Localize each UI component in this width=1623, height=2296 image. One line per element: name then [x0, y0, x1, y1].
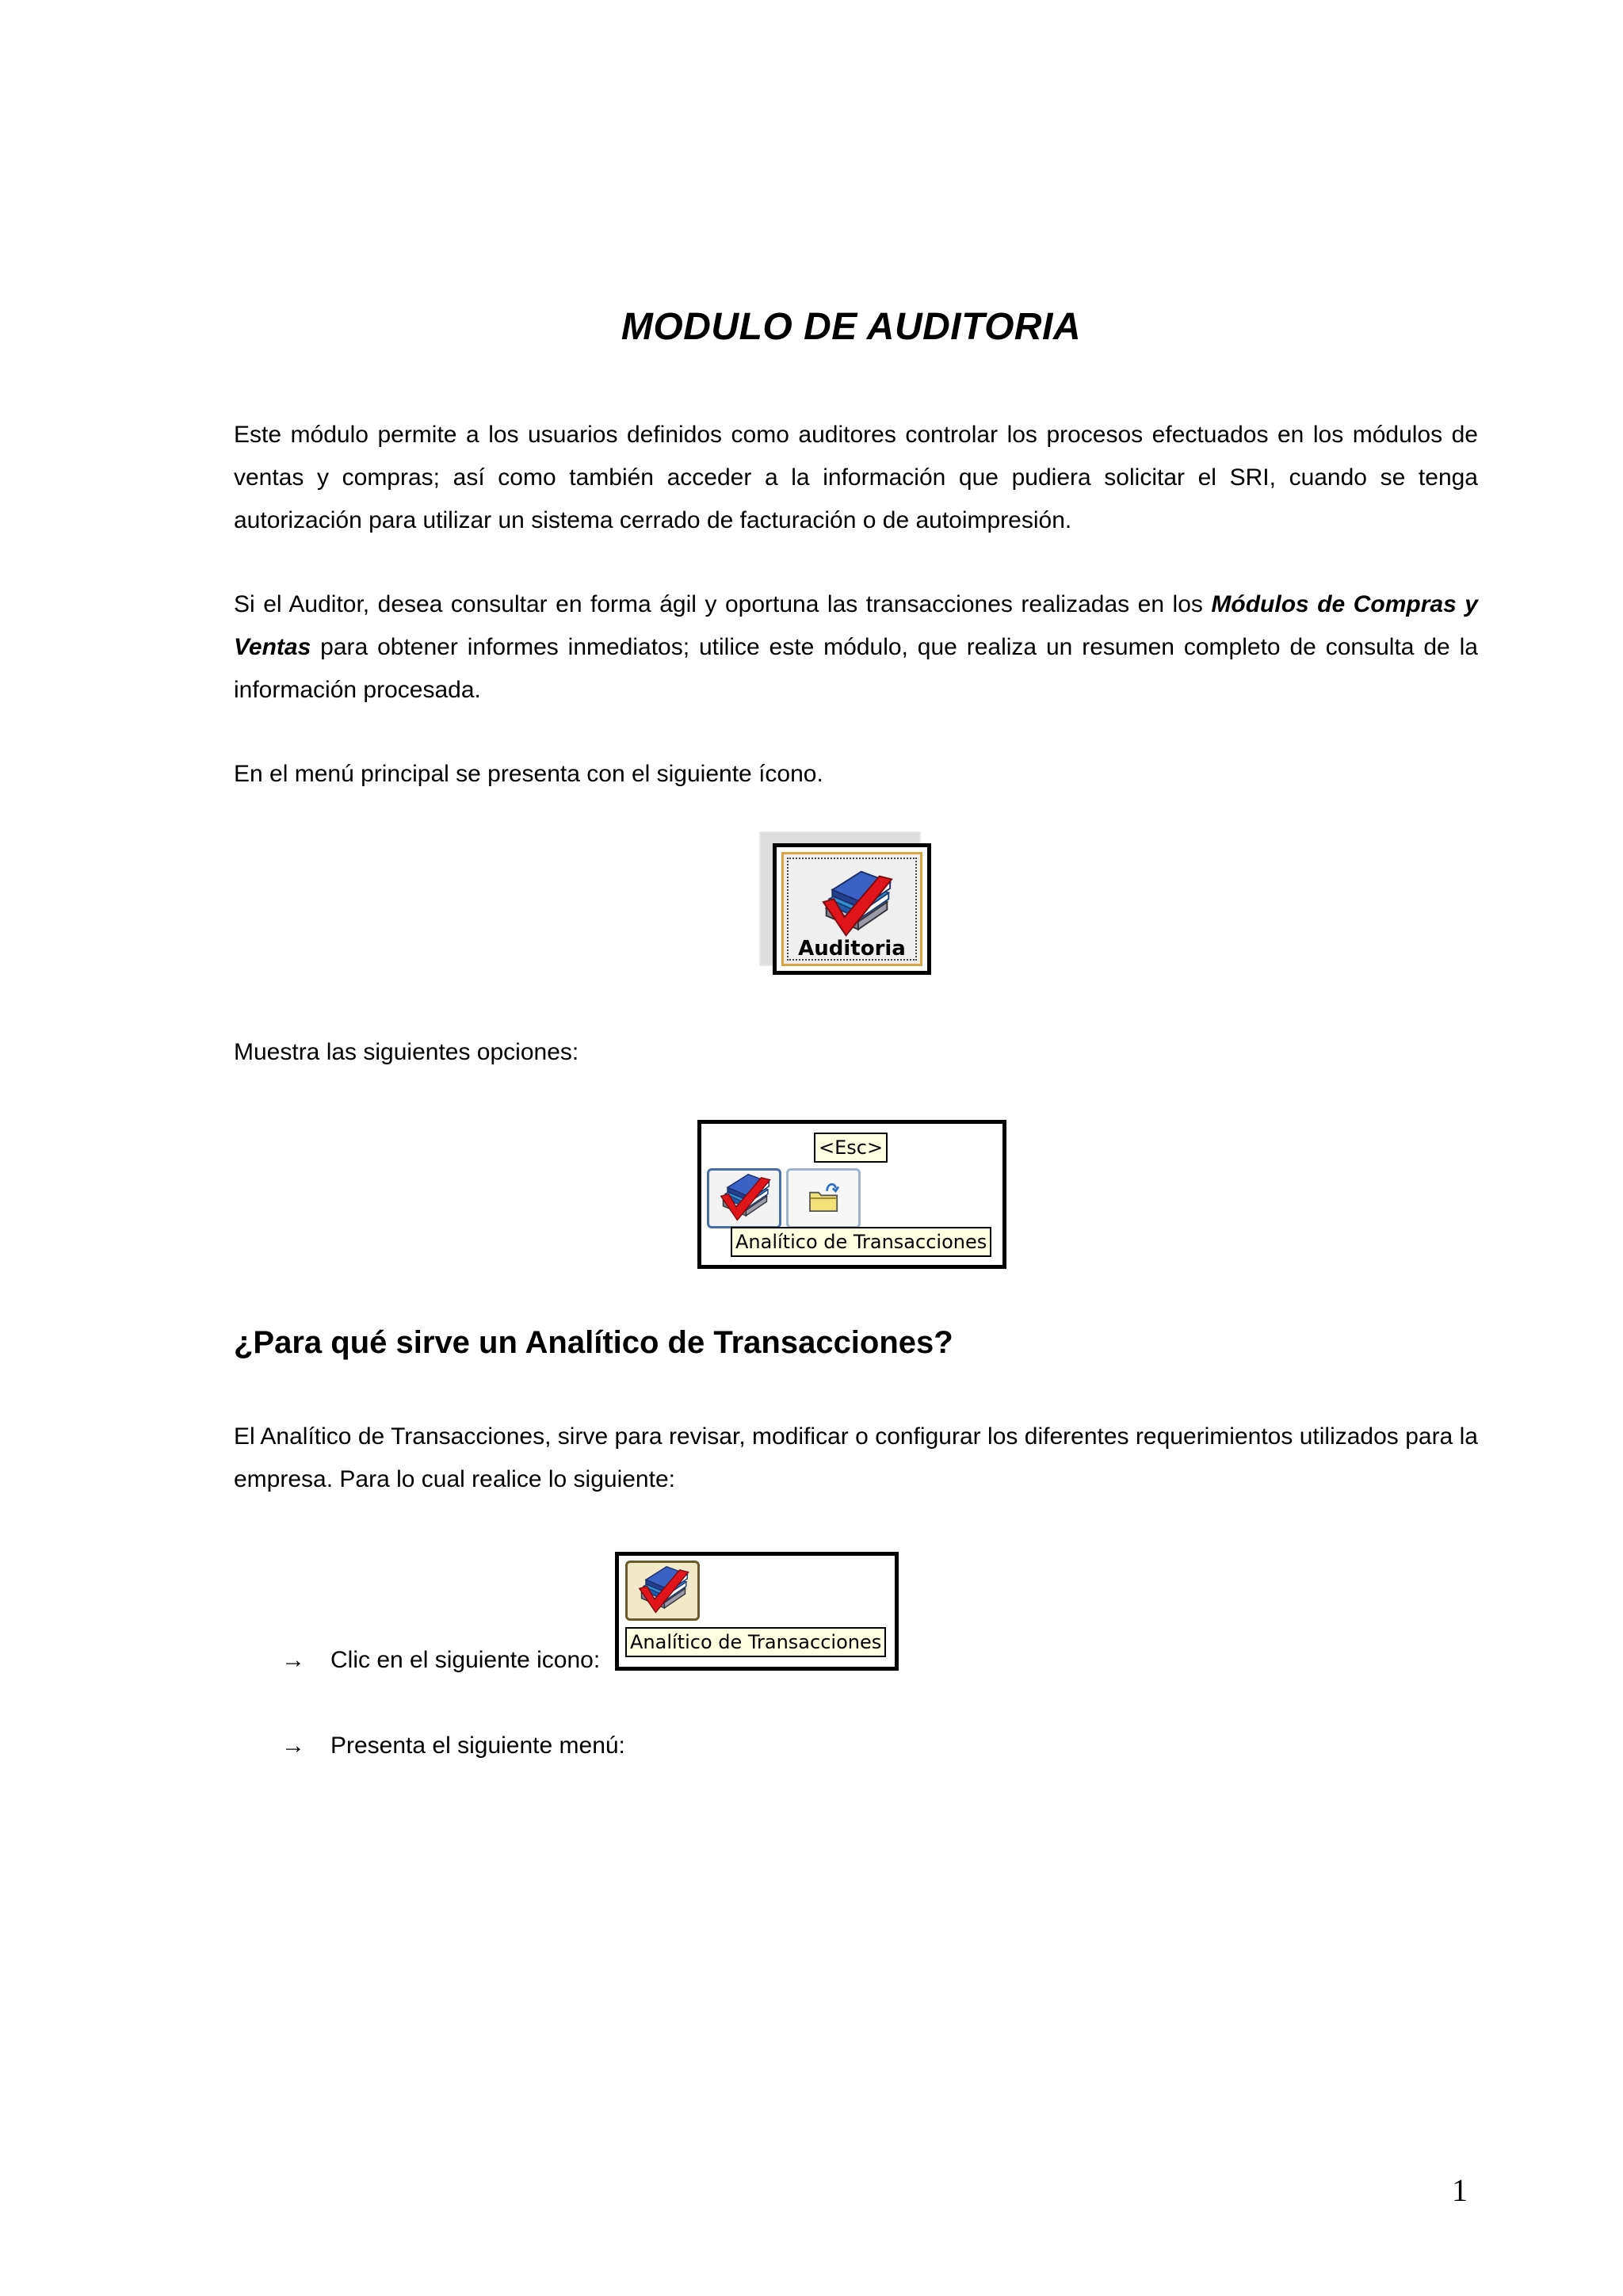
auditor-paragraph [234, 583, 1478, 712]
auditoria-button-label: Auditoria [798, 937, 906, 961]
bullet-menu [281, 1725, 625, 1767]
auditoria-menu-button[interactable] [773, 843, 931, 975]
arrow-icon: → [281, 1733, 305, 1759]
options-paragraph: Muestra las siguientes opciones: [234, 1039, 579, 1065]
audit-checklist-icon [819, 869, 895, 942]
audit-checklist-icon [632, 1564, 694, 1617]
auditor-paragraph-end: para obtener informes inmediatos; utilice este módulo, que realiza un resumen completo de consulta de la información procesada. [234, 634, 1478, 703]
analitico-tooltip: Analítico de Transacciones [625, 1627, 886, 1657]
auditor-paragraph-start: Si el Auditor, desea consultar en forma ágil y oportuna las transacciones realizadas en los [234, 591, 1212, 617]
analitico-transacciones-button[interactable] [625, 1561, 700, 1621]
bullet-click-text: Clic en el siguiente icono: [330, 1647, 601, 1673]
bullet-click-icon [281, 1639, 600, 1682]
auditoria-button-focus [781, 852, 922, 966]
section-heading: ¿Para qué sirve un Analítico de Transacciones? [234, 1325, 953, 1360]
menu-icon-paragraph: En el menú principal se presenta con el siguiente ícono. [234, 761, 823, 787]
audit-checklist-icon [714, 1172, 776, 1224]
bullet-menu-text: Presenta el siguiente menú: [330, 1733, 625, 1759]
esc-tooltip: <Esc> [814, 1133, 888, 1163]
arrow-icon: → [281, 1647, 305, 1673]
analitico-icon-screenshot [615, 1552, 899, 1671]
page-number: 1 [1452, 2172, 1468, 2208]
page-title: MODULO DE AUDITORIA [621, 306, 1082, 348]
analitico-transacciones-button[interactable] [707, 1168, 781, 1228]
analitico-paragraph: El Analítico de Transacciones, sirve para revisar, modificar o configurar los diferentes requerimientos utilizados para la empresa. Para lo cual realice lo siguiente: [234, 1423, 1478, 1492]
exit-folder-icon [803, 1177, 846, 1218]
exit-button[interactable] [786, 1168, 861, 1228]
intro-paragraph: Este módulo permite a los usuarios definidos como auditores controlar los procesos efectuados en los módulos de ventas y compras; así como también acceder a la información que pudiera solicitar el SRI, cuando se tenga autorización para utilizar un sistema cerrado de facturación o de autoimpresión. [234, 422, 1478, 533]
auditor-paragraph-bold: Módulos de Compras y Ventas [234, 591, 1478, 660]
options-toolbar-screenshot [697, 1120, 1006, 1269]
analitico-tooltip: Analítico de Transacciones [731, 1227, 991, 1257]
